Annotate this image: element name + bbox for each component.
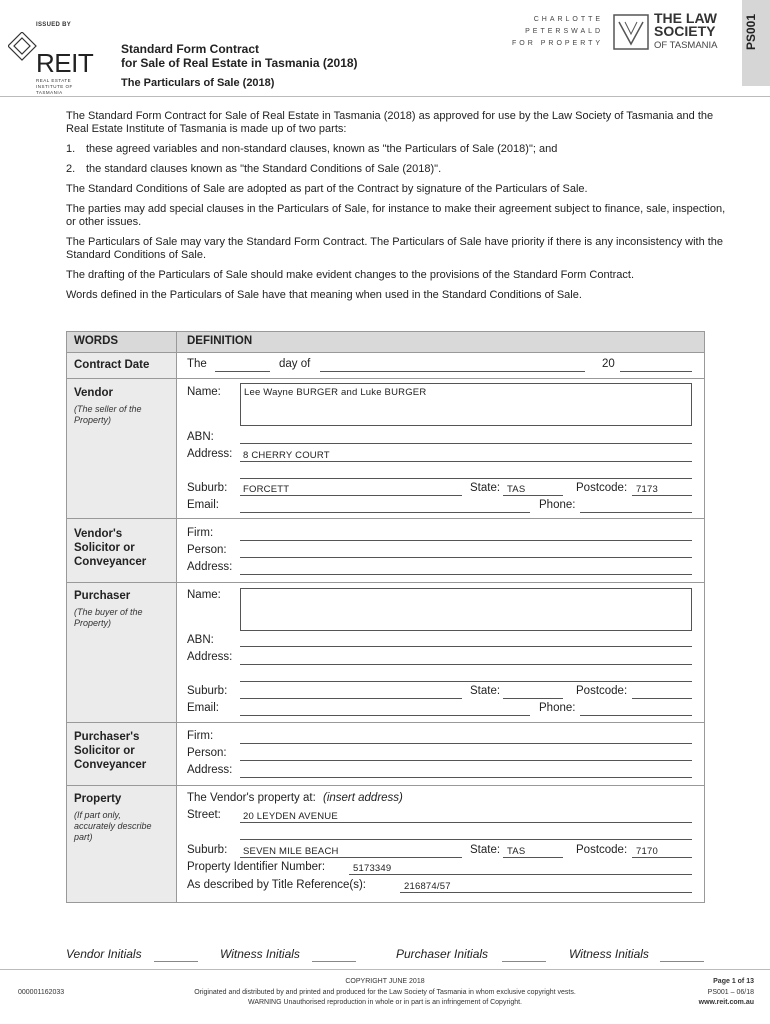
property-intro-text: The Vendor's property at: xyxy=(187,792,316,804)
list-text-1: these agreed variables and non-standard clauses, known as "the Particulars of Sale (2018)"; and xyxy=(86,143,558,155)
vendor-name-label: Name: xyxy=(187,386,221,398)
vendor-initials-label: Vendor Initials xyxy=(66,947,142,961)
list-number-2: 2. xyxy=(66,163,76,175)
footer-warning: WARNING Unauthorised reproduction in whole or in part is an infringement of Copyright. xyxy=(247,999,523,1006)
footer-distribution: Originated and distributed by and printed and produced for the Law Society of Tasmania in whom exclusive copyright vests. xyxy=(194,988,576,996)
intro-paragraph-4: The Particulars of Sale may vary the Standard Form Contract. The Particulars of Sale have priority if there is any inconsistency with the Standard Conditions of Sale. xyxy=(66,236,724,261)
contract-date-label: Contract Date xyxy=(74,359,150,371)
law-society-line1: THE LAW xyxy=(654,10,717,26)
row-divider xyxy=(66,378,705,379)
vendor-solicitor-firm-label: Firm: xyxy=(187,527,214,539)
property-state-field[interactable] xyxy=(503,857,563,858)
property-intro xyxy=(187,792,403,804)
witness-initials-label-2: Witness Initials xyxy=(569,947,649,961)
vendor-suburb-label: Suburb: xyxy=(187,482,228,494)
law-society-line3: OF TASMANIA xyxy=(654,40,718,51)
purchaser-postcode-label: Postcode: xyxy=(576,685,628,697)
vendor-solicitor-line1: Vendor's xyxy=(74,528,123,540)
footer-right-block xyxy=(640,977,754,1009)
vendor-name-box[interactable] xyxy=(240,383,692,426)
date-the-label: The xyxy=(187,358,207,370)
purchaser-solicitor-firm-label: Firm: xyxy=(187,730,214,742)
col-header-definition: DEFINITION xyxy=(187,335,253,347)
row-divider xyxy=(66,518,705,519)
purchaser-initials-field[interactable] xyxy=(502,961,546,962)
vendor-postcode-value: 7173 xyxy=(636,484,658,495)
purchaser-state-field[interactable] xyxy=(503,698,563,699)
intro-paragraph-1: The Standard Form Contract for Sale of Real Estate in Tasmania (2018) as approved for use by the Law Society of Tasmania and the Real Estate Institute of Tasmania is made up of two parts: xyxy=(66,110,714,135)
reit-wordmark: REIT xyxy=(36,48,94,78)
list-text-2: the standard clauses known as "the Standard Conditions of Sale (2018)". xyxy=(86,163,442,175)
property-title-ref-field[interactable] xyxy=(400,892,692,893)
purchaser-state-label: State: xyxy=(470,685,501,697)
purchaser-name-box[interactable] xyxy=(240,588,692,631)
intro-paragraph-3: The parties may add special clauses in the Particulars of Sale, for instance to make their agreement subject to finance, sale, inspection, or other issues. xyxy=(66,203,726,228)
footer-page-number: Page 1 of 13 xyxy=(713,978,754,985)
reit-subtitle: REAL ESTATE INSTITUTE OF TASMANIA xyxy=(36,78,73,95)
property-street-value: 20 LEYDEN AVENUE xyxy=(243,811,338,822)
purchaser-address-field-2[interactable] xyxy=(240,681,692,682)
vendor-abn-label: ABN: xyxy=(187,431,214,443)
purchaser-solicitor-address-field[interactable] xyxy=(240,777,692,778)
list-number-1: 1. xyxy=(66,143,76,155)
row-divider xyxy=(66,785,705,786)
purchaser-address-field[interactable] xyxy=(240,664,692,665)
property-suburb-value: SEVEN MILE BEACH xyxy=(243,846,339,857)
vendor-postcode-label: Postcode: xyxy=(576,482,628,494)
vendor-address-field[interactable] xyxy=(240,461,692,462)
law-society-wordmark xyxy=(654,12,717,38)
property-intro-hint: (insert address) xyxy=(322,792,403,804)
purchaser-label: Purchaser xyxy=(74,590,131,602)
charlotte-peterswald-logo xyxy=(512,14,603,50)
footer-website[interactable]: www.reit.com.au xyxy=(698,999,754,1006)
property-pid-value: 5173349 xyxy=(353,863,392,874)
property-postcode-label: Postcode: xyxy=(576,844,628,856)
law-society-line2: SOCIETY xyxy=(654,23,716,39)
vendor-solicitor-line2: Solicitor or xyxy=(74,542,135,554)
purchaser-solicitor-person-label: Person: xyxy=(187,747,227,759)
particulars-subtitle: The Particulars of Sale (2018) xyxy=(121,77,275,89)
vendor-solicitor-address-field[interactable] xyxy=(240,574,692,575)
form-code: PS001 xyxy=(744,13,758,50)
vendor-state-label: State: xyxy=(470,482,501,494)
vendor-phone-field[interactable] xyxy=(580,512,692,513)
purchaser-solicitor-line2: Solicitor or xyxy=(74,745,135,757)
row-divider xyxy=(66,722,705,723)
vendor-initials-field[interactable] xyxy=(154,961,198,962)
purchaser-solicitor-line1: Purchaser's xyxy=(74,731,140,743)
purchaser-phone-label: Phone: xyxy=(539,702,576,714)
property-sublabel: (If part only, accurately describe part) xyxy=(74,810,152,842)
purchaser-solicitor-label xyxy=(74,730,146,772)
charlotte-line1: CHARLOTTE xyxy=(533,16,604,23)
intro-paragraph-5: The drafting of the Particulars of Sale should make evident changes to the provisions of the Standard Form Contract. xyxy=(66,269,635,281)
intro-list-item-1 xyxy=(66,143,734,156)
col-header-words: WORDS xyxy=(74,335,119,347)
footer-copyright: COPYRIGHT JUNE 2018 xyxy=(345,978,425,985)
purchaser-suburb-field[interactable] xyxy=(240,698,462,699)
vendor-solicitor-firm-field[interactable] xyxy=(240,540,692,541)
property-pid-label: Property Identifier Number: xyxy=(187,861,326,873)
day-field[interactable] xyxy=(215,371,270,372)
purchaser-abn-label: ABN: xyxy=(187,634,214,646)
intro-list-item-2 xyxy=(66,163,734,176)
purchaser-email-field[interactable] xyxy=(240,715,530,716)
issued-by-label: ISSUED BY xyxy=(36,22,72,28)
purchaser-suburb-label: Suburb: xyxy=(187,685,228,697)
footer-code-date: PS001 – 06/18 xyxy=(707,988,754,996)
property-street-label: Street: xyxy=(187,809,221,821)
intro-paragraph-2: The Standard Conditions of Sale are adopted as part of the Contract by signature of the Particulars of Sale. xyxy=(66,183,588,195)
charlotte-line3: FOR PROPERTY xyxy=(512,40,604,47)
witness-initials-field-2[interactable] xyxy=(660,961,704,962)
vendor-solicitor-label xyxy=(74,527,146,569)
vendor-abn-field[interactable] xyxy=(240,443,692,444)
intro-paragraph-6: Words defined in the Particulars of Sale have that meaning when used in the Standard Conditions of Sale. xyxy=(66,289,582,301)
purchaser-initials-label: Purchaser Initials xyxy=(396,947,489,961)
purchaser-email-label: Email: xyxy=(187,702,219,714)
vendor-email-field[interactable] xyxy=(240,512,530,513)
property-postcode-field[interactable] xyxy=(632,857,692,858)
month-field[interactable] xyxy=(320,371,585,372)
vendor-phone-label: Phone: xyxy=(539,499,576,511)
form-code-tab xyxy=(742,0,770,86)
footer-copyright-block xyxy=(160,977,610,1009)
row-divider xyxy=(66,582,705,583)
property-pid-field[interactable] xyxy=(349,874,692,875)
date-year-prefix: 20 xyxy=(602,358,615,370)
column-divider xyxy=(176,331,177,903)
vendor-sublabel: (The seller of the Property) xyxy=(74,404,142,425)
year-field[interactable] xyxy=(620,371,692,372)
purchaser-solicitor-line3: Conveyancer xyxy=(74,759,147,771)
charlotte-line2: PETERSWALD xyxy=(525,28,604,35)
property-label: Property xyxy=(74,793,122,805)
header-divider xyxy=(0,96,770,97)
purchaser-postcode-field[interactable] xyxy=(632,698,692,699)
vendor-postcode-field[interactable] xyxy=(632,495,692,496)
property-street-field-2[interactable] xyxy=(240,839,692,840)
purchaser-sublabel: (The buyer of the Property) xyxy=(74,607,143,628)
property-postcode-value: 7170 xyxy=(636,846,658,857)
purchaser-address-label: Address: xyxy=(187,651,233,663)
contract-title xyxy=(121,42,358,70)
vendor-suburb-field[interactable] xyxy=(240,495,462,496)
purchaser-name-label: Name: xyxy=(187,589,221,601)
property-title-ref-value: 216874/57 xyxy=(404,881,451,892)
witness-initials-label-1: Witness Initials xyxy=(220,947,300,961)
property-suburb-field[interactable] xyxy=(240,857,462,858)
vendor-name-value: Lee Wayne BURGER and Luke BURGER xyxy=(244,387,427,398)
vendor-address-value: 8 CHERRY COURT xyxy=(243,450,330,461)
date-day-of-label: day of xyxy=(279,358,311,370)
purchaser-solicitor-address-label: Address: xyxy=(187,764,233,776)
vendor-solicitor-line3: Conveyancer xyxy=(74,556,147,568)
vendor-label: Vendor xyxy=(74,387,113,399)
intro-text xyxy=(66,110,734,309)
contract-title-line1: Standard Form Contract xyxy=(121,42,260,56)
vendor-suburb-value: FORCETT xyxy=(243,484,290,495)
property-title-ref-label: As described by Title Reference(s): xyxy=(187,879,366,891)
vendor-state-field[interactable] xyxy=(503,495,563,496)
purchaser-solicitor-person-field[interactable] xyxy=(240,760,692,761)
vendor-email-label: Email: xyxy=(187,499,219,511)
contract-title-line2: for Sale of Real Estate in Tasmania (2018) xyxy=(121,56,358,70)
property-state-label: State: xyxy=(470,844,501,856)
vendor-solicitor-person-field[interactable] xyxy=(240,557,692,558)
vendor-solicitor-address-label: Address: xyxy=(187,561,233,573)
purchaser-phone-field[interactable] xyxy=(580,715,692,716)
property-street-field[interactable] xyxy=(240,822,692,823)
vendor-state-value: TAS xyxy=(507,484,526,495)
vendor-address-field-2[interactable] xyxy=(240,478,692,479)
vendor-address-label: Address: xyxy=(187,448,233,460)
vendor-solicitor-person-label: Person: xyxy=(187,544,227,556)
purchaser-solicitor-firm-field[interactable] xyxy=(240,743,692,744)
law-society-crest-icon xyxy=(613,14,649,50)
row-divider xyxy=(66,352,705,353)
footer-divider xyxy=(0,969,770,970)
property-state-value: TAS xyxy=(507,846,526,857)
purchaser-abn-field[interactable] xyxy=(240,646,692,647)
footer-doc-id: 000001162033 xyxy=(18,989,65,996)
property-suburb-label: Suburb: xyxy=(187,844,228,856)
witness-initials-field-1[interactable] xyxy=(312,961,356,962)
